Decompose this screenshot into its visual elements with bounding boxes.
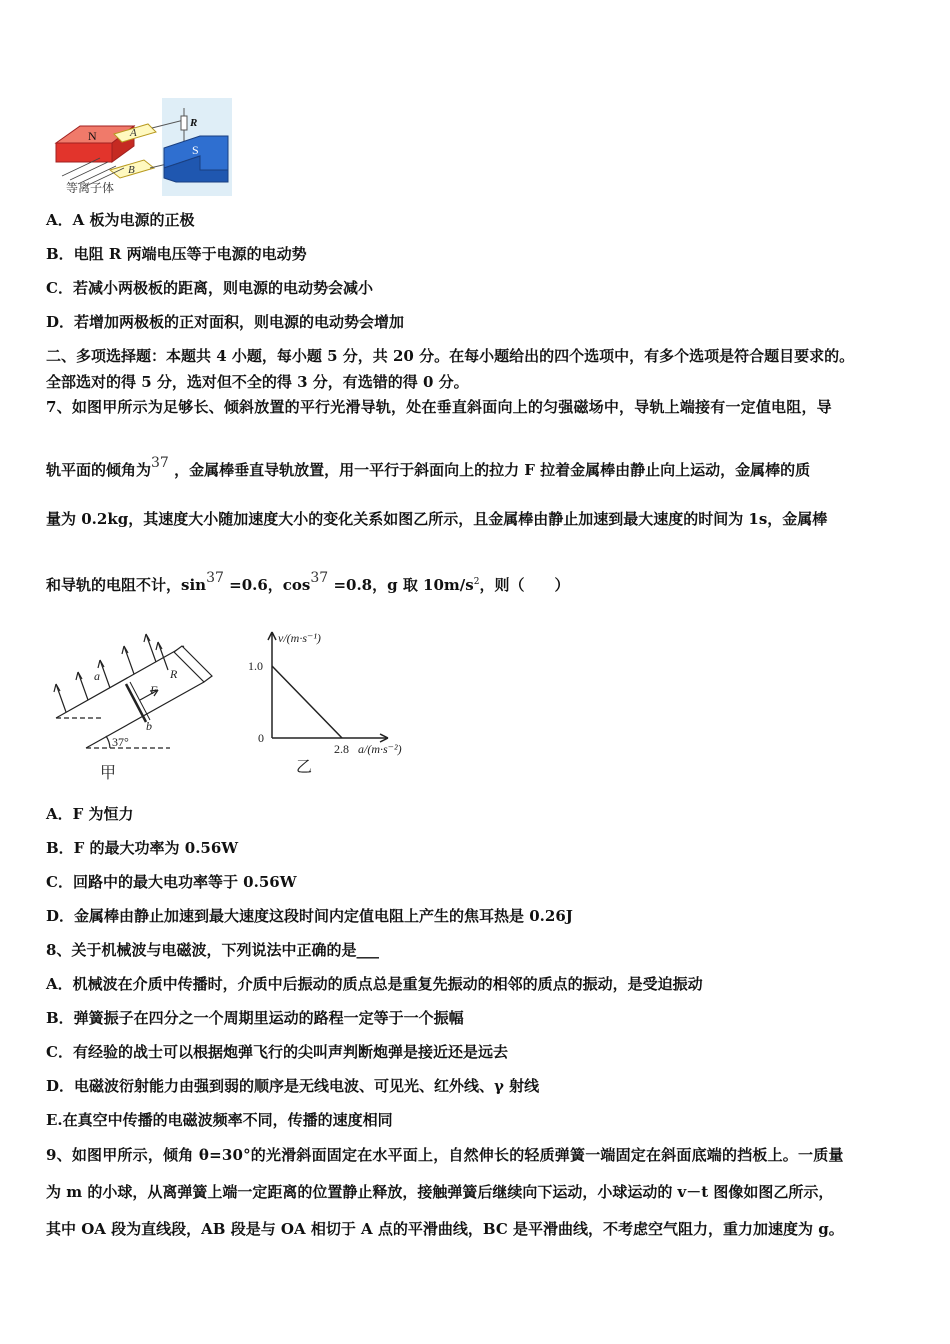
q8-option-b: B．弹簧振子在四分之一个周期里运动的路程一定等于一个振幅 (46, 1009, 464, 1027)
q7-option-b: B．F 的最大功率为 0.56W (46, 839, 239, 857)
q7-line2-a: 轨平面的倾角为 (46, 461, 152, 479)
q7-angle: 37 (151, 455, 169, 471)
section2-scoring: 全部选对的得 5 分，选对但不全的得 3 分，有选错的得 0 分。 (46, 373, 469, 391)
label-b-jia: b (146, 719, 152, 733)
q7-line2-b: ，金属棒垂直导轨放置，用一平行于斜面向上的拉力 F 拉着金属棒由静止向上运动，金属棒的质 (174, 461, 811, 479)
label-r-jia: R (170, 667, 178, 681)
plasma-caption: 等离子体 (66, 181, 115, 195)
q7-line2 (46, 455, 811, 481)
section2-heading: 二、多项选择题：本题共 4 小题，每小题 5 分，共 20 分。在每小题给出的四个选项中，有多个选项是符合题目要求的。 (46, 347, 855, 365)
label-a-jia: a (94, 669, 100, 683)
q7-cos-angle: 37 (310, 570, 329, 586)
q8-option-c: C．有经验的战士可以根据炮弹飞行的尖叫声判断炮弹是接近还是远去 (46, 1043, 508, 1061)
q7-line4-d: ，则（ ） (479, 576, 570, 594)
origin-yi: 0 (258, 731, 264, 745)
label-r: R (190, 117, 198, 129)
label-s: S (192, 143, 199, 157)
q6-option-a: A．A 板为电源的正极 (46, 211, 195, 229)
q7-line4-sup: 2 (473, 577, 480, 587)
label-a: A (130, 127, 137, 139)
xlabel-yi: a/(m·s⁻²) (358, 742, 402, 756)
plasma-generator-figure (52, 98, 234, 196)
q6-option-b: B．电阻 R 两端电压等于电源的电动势 (46, 245, 307, 263)
caption-yi: 乙 (296, 759, 313, 776)
angle-jia: 37° (112, 735, 129, 749)
q6-option-d: D．若增加两极板的正对面积，则电源的电动势会增加 (46, 313, 405, 331)
q6-option-c: C．若减小两极板的距离，则电源的电动势会减小 (46, 279, 373, 297)
q7-line4 (46, 572, 569, 596)
x-tick-yi: 2.8 (334, 742, 349, 756)
q9-line2: 为 m 的小球，从离弹簧上端一定距离的位置静止释放，接触弹簧后继续向下运动，小球运动的 v－t 图像如图乙所示， (46, 1183, 834, 1201)
y-tick-yi: 1.0 (248, 659, 263, 673)
q8-option-a: A．机械波在介质中传播时，介质中后振动的质点总是重复先振动的相邻的质点的振动，是受迫振动 (46, 975, 703, 993)
q8-option-d: D．电磁波衍射能力由强到弱的顺序是无线电波、可见光、红外线、γ 射线 (46, 1077, 540, 1095)
q9-line1: 9、如图甲所示，倾角 θ=30°的光滑斜面固定在水平面上，自然伸长的轻质弹簧一端固定在斜面底端的挡板上。一质量 (46, 1146, 844, 1164)
q7-line3: 量为 0.2kg，其速度大小随加速度大小的变化关系如图乙所示，且金属棒由静止加速到最大速度的时间为 1s，金属棒 (46, 510, 828, 528)
q7-sin-angle: 37 (206, 570, 224, 586)
ylabel-yi: v/(m·s⁻¹) (278, 631, 321, 645)
q7-line4-b: =0.6，cos (229, 576, 311, 594)
q7-line1: 7、如图甲所示为足够长、倾斜放置的平行光滑导轨，处在垂直斜面向上的匀强磁场中，导轨上端接有一定值电阻，导 (46, 398, 832, 416)
label-n: N (88, 129, 97, 143)
q7-line4-a: 和导轨的电阻不计，sin (46, 576, 207, 594)
q7-option-a: A．F 为恒力 (46, 805, 134, 823)
q7-option-c: C．回路中的最大电功率等于 0.56W (46, 873, 297, 891)
q9-line3: 其中 OA 段为直线段，AB 段是与 OA 相切于 A 点的平滑曲线，BC 是平滑曲线，不考虑空气阻力，重力加速度为 g。 (46, 1220, 844, 1238)
q8-option-e: E.在真空中传播的电磁波频率不同，传播的速度相同 (46, 1111, 393, 1129)
q8-stem: 8、关于机械波与电磁波，下列说法中正确的是___ (46, 941, 379, 959)
label-b: B (128, 164, 135, 176)
figure-yi (246, 626, 436, 776)
caption-jia: 甲 (100, 765, 117, 782)
figure-jia (44, 622, 224, 784)
q7-option-d: D．金属棒由静止加速到最大速度这段时间内定值电阻上产生的焦耳热是 0.26J (46, 907, 573, 925)
q7-line4-c: =0.8，g 取 10m/s (333, 576, 474, 594)
label-f-jia: F (150, 683, 158, 697)
